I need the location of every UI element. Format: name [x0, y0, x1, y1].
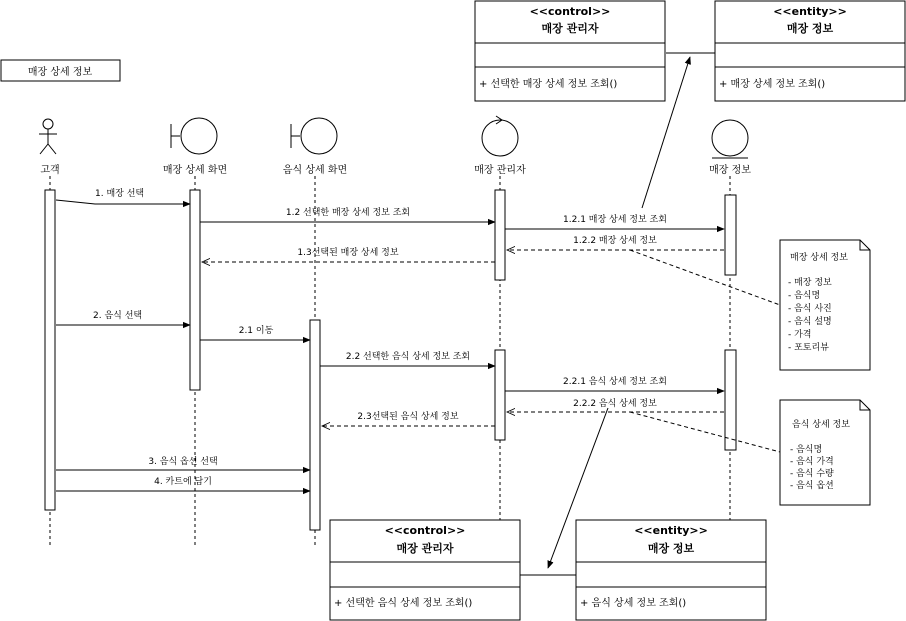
boundary-icon [181, 118, 217, 154]
activation-store-manager-2 [495, 350, 505, 440]
message-label-1-2-2: 1.2.2 매장 상세 정보 [573, 236, 657, 246]
actor-icon [43, 119, 53, 129]
message-label-1-3: 1.3선택된 매장 상세 정보 [297, 248, 399, 258]
message-label-1-2: 1.2 선택한 매장 상세 정보 조회 [285, 208, 411, 218]
note-item: - 음식 수량 [790, 469, 834, 479]
class-stereotype: <<control>> [529, 5, 611, 18]
boundary-food-detail-screen [291, 118, 337, 154]
store-detail-screen-label: 매장 상세 화면 [162, 165, 228, 176]
activation-store-manager-1 [495, 190, 505, 280]
class-operation: + 선택한 음식 상세 정보 조회() [334, 598, 473, 609]
control-icon [482, 120, 518, 156]
note-item: - 음식 설명 [788, 317, 832, 327]
actor-customer-label: 고객 [40, 165, 60, 176]
class-name: 매장 관리자 [541, 22, 599, 35]
note-item: - 포토리뷰 [788, 343, 829, 353]
message-label-2-2-1: 2.2.1 음식 상세 정보 조회 [563, 377, 667, 387]
boundary-icon [301, 118, 337, 154]
activation-store-detail-screen [190, 190, 200, 390]
class-name: 매장 정보 [786, 22, 834, 35]
class-stereotype: <<entity>> [634, 524, 708, 537]
message-label-3: 3. 음식 옵션 선택 [148, 457, 218, 467]
note-item: - 음식명 [790, 445, 823, 455]
message-label-2-3: 2.3선택된 음식 상세 정보 [357, 412, 459, 422]
message-label-2-2-2: 2.2.2 음식 상세 정보 [573, 399, 657, 409]
food-detail-screen-label: 음식 상세 화면 [282, 165, 348, 176]
message-label-1: 1. 매장 선택 [95, 189, 145, 199]
class-stereotype: <<entity>> [773, 5, 847, 18]
store-info-label: 매장 정보 [709, 165, 751, 176]
control-store-manager [482, 116, 518, 156]
entity-icon [712, 120, 748, 156]
message-label-2: 2. 음식 선택 [93, 311, 143, 321]
note-item: - 매장 정보 [788, 278, 832, 288]
message-label-4: 4. 카트에 담기 [154, 477, 212, 487]
actor-customer [39, 119, 57, 154]
note-food-title: 음식 상세 정보 [792, 420, 850, 430]
boundary-store-detail-screen [171, 118, 217, 154]
activation-store-info-1 [725, 195, 736, 275]
activation-food-detail-screen [310, 320, 320, 530]
class-name: 매장 정보 [647, 542, 695, 555]
message-label-2-2: 2.2 선택한 음식 상세 정보 조회 [345, 352, 471, 362]
note-food-detail [780, 400, 870, 505]
note-item: - 음식 가격 [790, 457, 834, 467]
message-label-1-2-1: 1.2.1 매장 상세 정보 조회 [563, 215, 667, 225]
frame-title-box [1, 60, 120, 81]
class-operation: + 선택한 매장 상세 정보 조회() [479, 79, 618, 90]
entity-store-info [712, 120, 748, 158]
message-label-2-1: 2.1 이동 [238, 326, 274, 336]
note-item: - 음식 옵션 [790, 481, 834, 491]
note-item: - 음식 사진 [788, 304, 832, 314]
note-store-detail [780, 240, 870, 370]
class-box-top-entity [715, 1, 905, 101]
note-connector-food [630, 412, 780, 452]
note-item: - 음식명 [788, 291, 821, 301]
class-box-bottom-entity [576, 520, 766, 620]
class-operation: + 음식 상세 정보 조회() [580, 598, 687, 609]
activation-store-info-2 [725, 350, 736, 450]
frame-title: 매장 상세 정보 [27, 67, 93, 78]
note-item: - 가격 [788, 330, 812, 340]
message-arrow-1 [56, 200, 190, 204]
activation-customer [45, 190, 55, 510]
store-manager-label: 매장 관리자 [474, 165, 526, 176]
note-store-title: 매장 상세 정보 [790, 253, 848, 263]
note-connector-store [630, 250, 780, 305]
class-stereotype: <<control>> [384, 524, 466, 537]
class-operation: + 매장 상세 정보 조회() [719, 79, 826, 90]
class-box-top-control [475, 1, 665, 101]
class-box-bottom-control [330, 520, 520, 620]
class-name: 매장 관리자 [396, 542, 454, 555]
